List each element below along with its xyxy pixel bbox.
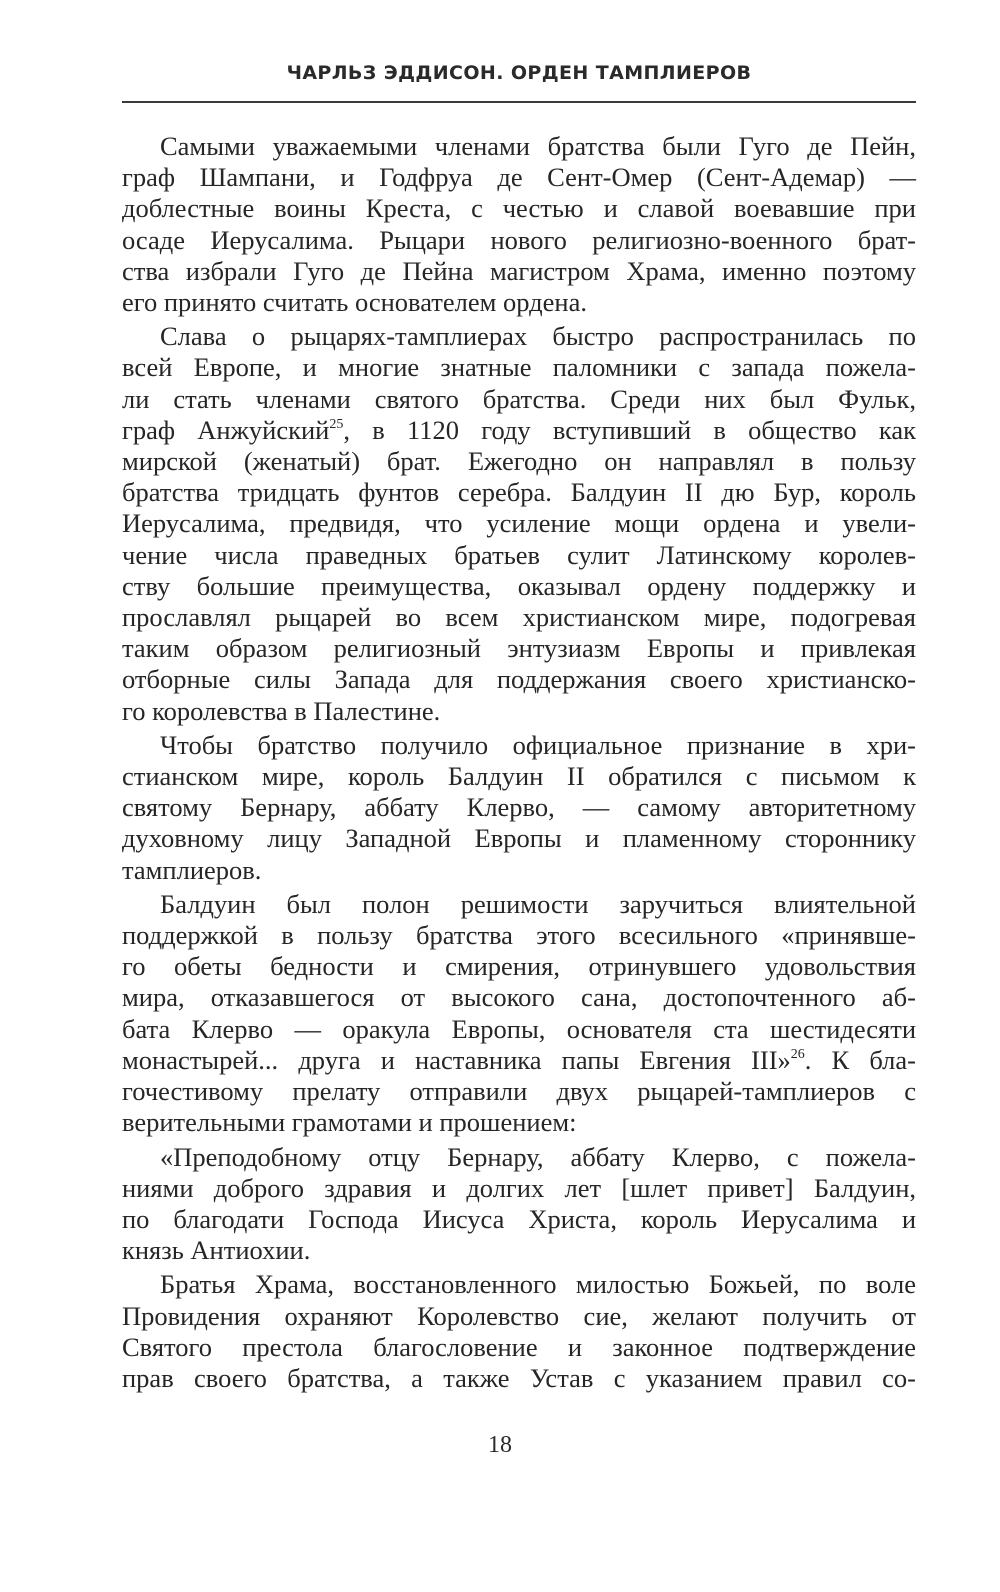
running-header: ЧАРЛЬЗ ЭДДИСОН. ОРДЕН ТАМПЛИЕРОВ — [286, 62, 752, 84]
paragraph-4 — [122, 889, 916, 1139]
text-line: го обеты бедности и смирения, отринувшего удовольствия — [122, 951, 916, 982]
text-line: всей Европе, и многие знатные паломники с запада пожела- — [122, 352, 916, 383]
text-line: бата Клерво — оракула Европы, основателя ста шестидесяти — [122, 1013, 916, 1044]
text-line: святому Бернару, аббату Клерво, — самому авторитетному — [122, 792, 916, 823]
text-line-with-footnote — [122, 415, 916, 446]
text-line: верительными грамотами и прошением: — [122, 1107, 577, 1138]
text-line: граф Шампани, и Годфруа де Сент-Омер (Сент-Адемар) — — [122, 162, 916, 193]
text-line: ства избрали Гуго де Пейна магистром Храма, именно поэтому — [122, 255, 916, 286]
text-line: тамплиеров. — [122, 854, 262, 885]
text-line: гочестивому прелату отправили двух рыцарей-тамплиеров с — [122, 1076, 916, 1107]
paragraph-2 — [122, 321, 916, 727]
text-segment: монастырей... друга и наставника папы Евгения III» — [122, 1044, 791, 1075]
header-rule — [122, 101, 916, 103]
paragraph-6 — [122, 1269, 916, 1394]
paragraph-5 — [122, 1142, 916, 1267]
text-line: отборные силы Запада для поддержания своего христианско- — [122, 664, 916, 695]
text-line: Самыми уважаемыми членами братства были Гуго де Пейн, — [160, 131, 916, 161]
text-line: братства тридцать фунтов серебра. Балдуин II дю Бур, король — [122, 477, 916, 508]
text-segment: . К бла- — [804, 1044, 916, 1075]
footnote-ref-25: 25 — [329, 416, 344, 432]
paragraph-1 — [122, 131, 916, 318]
text-segment: граф Анжуйский — [122, 414, 330, 445]
text-line: прав своего братства, а также Устав с указанием правил со- — [122, 1362, 916, 1393]
page-number: 18 — [488, 1432, 512, 1458]
text-line: Слава о рыцарях-тамплиерах быстро распространилась по — [160, 321, 916, 352]
text-segment: , в 1120 году вступивший в общество как — [343, 414, 916, 445]
text-line: чение числа праведных братьев сулит Латинскому королев- — [122, 539, 916, 570]
text-line: мира, отказавшегося от высокого сана, достопочтенного аб- — [122, 982, 916, 1013]
text-line: мирской (женатый) брат. Ежегодно он направлял в пользу — [122, 446, 916, 477]
text-line: по благодати Господа Иисуса Христа, король Иерусалима и — [122, 1203, 916, 1234]
text-line: Провидения охраняют Королевство сие, желают получить от — [122, 1300, 916, 1331]
text-line-with-footnote — [122, 1045, 916, 1076]
text-line: ли стать членами святого братства. Среди них был Фульк, — [122, 383, 916, 414]
text-line: Иерусалима, предвидя, что усиление мощи ордена и увели- — [122, 508, 916, 539]
text-line: осаде Иерусалима. Рыцари нового религиозно-военного брат- — [122, 224, 916, 255]
text-line: Братья Храма, восстановленного милостью Божьей, по воле — [160, 1269, 916, 1300]
text-line: поддержкой в пользу братства этого всесильного «принявше- — [122, 920, 916, 951]
text-line: доблестные воины Креста, с честью и славой воевавшие при — [122, 193, 916, 224]
text-line: «Преподобному отцу Бернару, аббату Клерво, с пожела- — [160, 1141, 916, 1172]
text-line: го королевства в Палестине. — [122, 695, 441, 726]
footnote-ref-26: 26 — [790, 1046, 805, 1062]
text-line: Балдуин был полон решимости заручиться влиятельной — [160, 888, 916, 919]
text-line: духовному лицу Западной Европы и пламенному стороннику — [122, 823, 916, 854]
text-line: ству большие преимущества, оказывал ордену поддержку и — [122, 570, 916, 601]
body-text — [122, 131, 916, 1397]
text-line: князь Антиохии. — [122, 1235, 311, 1266]
paragraph-3 — [122, 730, 916, 886]
text-line: стианском мире, король Балдуин II обратился с письмом к — [122, 761, 916, 792]
text-line: таким образом религиозный энтузиазм Европы и привлекая — [122, 633, 916, 664]
text-line: прославлял рыцарей во всем христианском мире, подогревая — [122, 602, 916, 633]
text-line: Чтобы братство получило официальное признание в хри- — [160, 729, 916, 760]
text-line: ниями доброго здравия и долгих лет [шлет привет] Балдуин, — [122, 1172, 916, 1203]
text-line: Святого престола благословение и законное подтверждение — [122, 1331, 916, 1362]
text-line: его принято считать основателем ордена. — [122, 287, 587, 318]
